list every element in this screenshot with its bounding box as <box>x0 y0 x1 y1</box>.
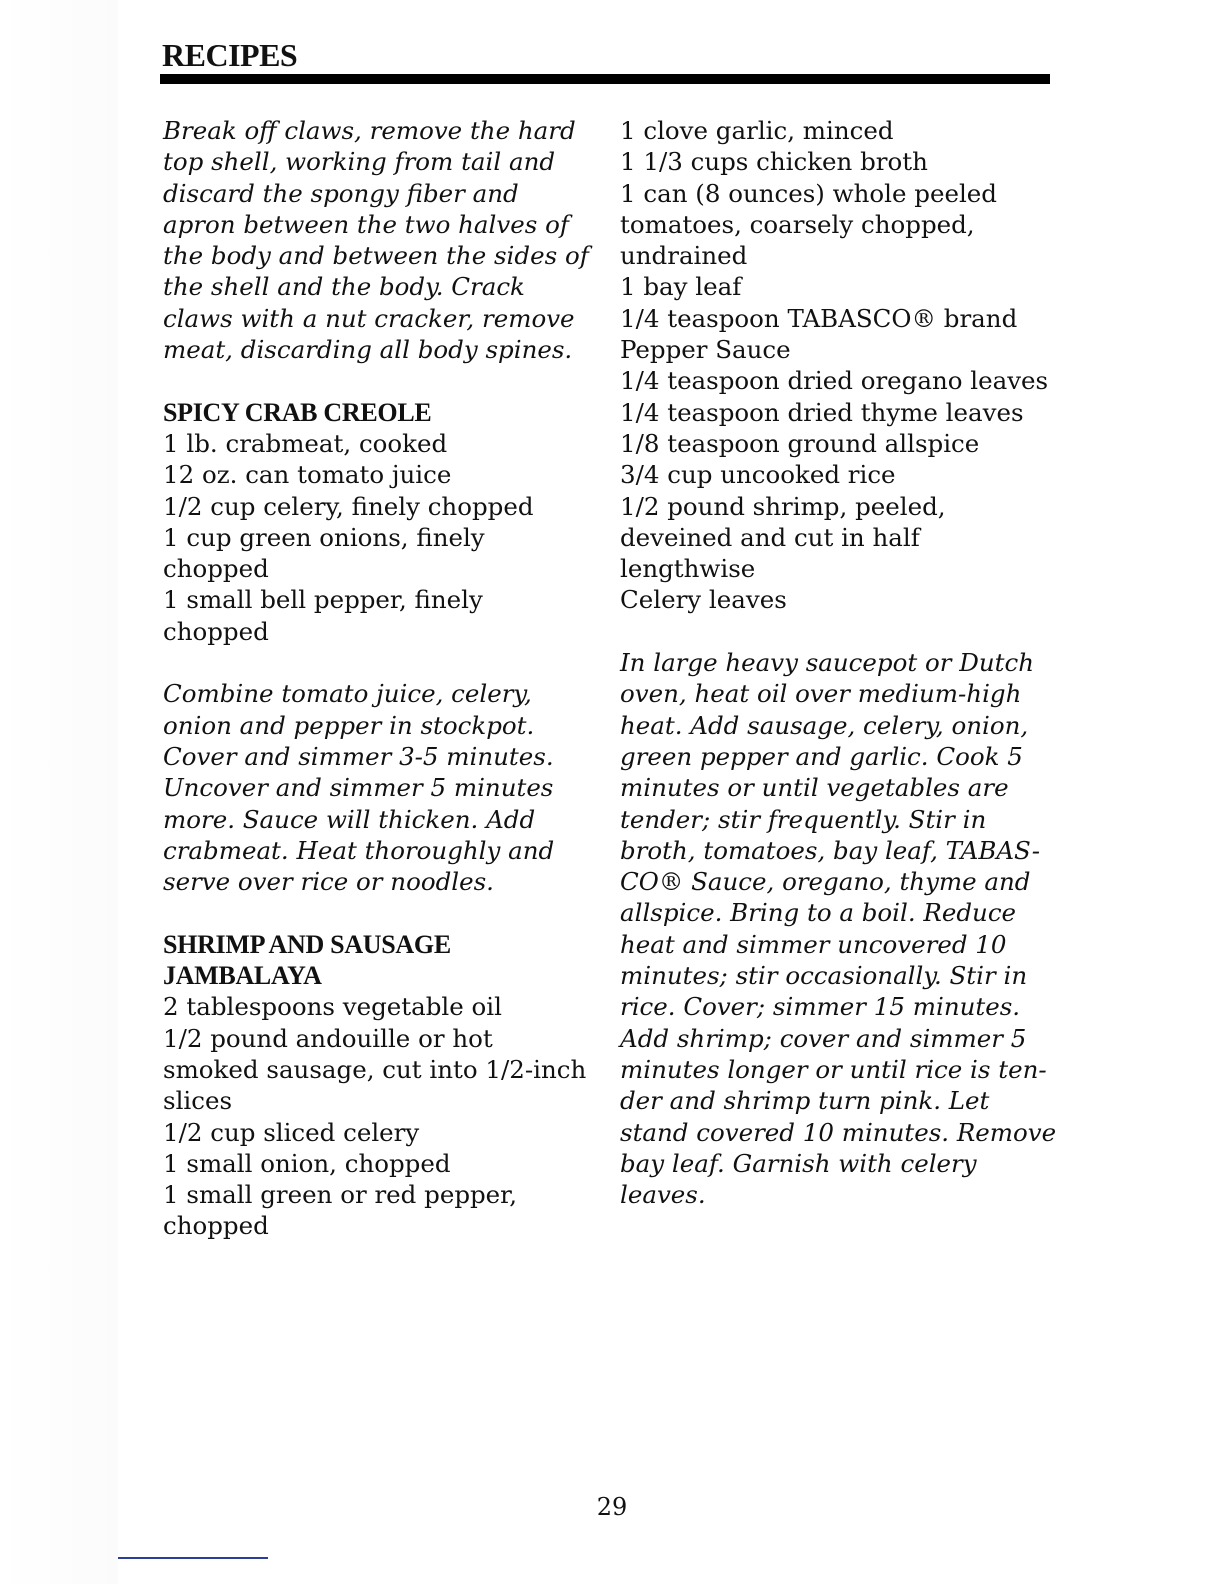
spacer <box>163 647 603 678</box>
spacer <box>163 897 603 928</box>
left-column <box>163 115 603 1242</box>
corner-mark <box>118 1557 268 1559</box>
section-title: RECIPES <box>162 37 298 73</box>
crab-prep-instructions: Break off claws, remove the hard top shell, working from tail and discard the spongy fiber and apron between the two halves of the body and between the sides of the shell and the body. Crack claws with a nut cracker, remove meat, discarding all body spines. <box>163 116 589 365</box>
spacer <box>163 365 603 396</box>
jambalaya-ingredients-part1: 2 tablespoons vegetable oil 1/2 pound andouille or hot smoked sausage, cut into 1/2-inch slices 1/2 cup sliced celery 1 small onion, chopped 1 small green or red pepper, chopped <box>163 992 587 1241</box>
page-margin-shade <box>0 0 118 1584</box>
jambalaya-instructions: In large heavy saucepot or Dutch oven, heat oil over medium-high heat. Add sausage, celery, onion, green pepper and garlic. Cook 5 minutes or until vegetables are tender; stir frequently. Stir in broth, tomatoes, bay leaf, TABAS- CO® Sauce, oregano, thyme and allspice. Bring to a boil. Reduce heat and simmer uncovered 10 minutes; stir occasionally. Stir in rice. Cover; simmer 15 minutes. Add shrimp; cover and simmer 5 minutes longer or until rice is ten- der and shrimp turn pink. Let stand covered 10 minutes. Remove bay leaf. Garnish with celery leaves. <box>620 648 1057 1210</box>
jambalaya-ingredients-part2: 1 clove garlic, minced 1 1/3 cups chicken broth 1 can (8 ounces) whole peeled tomatoes, coarsely chopped, undrained 1 bay leaf 1/4 teaspoon TABASCO® brand Pepper Sauce 1/4 teaspoon dried oregano leaves 1/4 teaspoon dried thyme leaves 1/8 teaspoon ground allspice 3/4 cup uncooked rice 1/2 pound shrimp, peeled, deveined and cut in half lengthwise Celery leaves <box>620 116 1049 615</box>
crab-creole-ingredients: 1 lb. crabmeat, cooked 12 oz. can tomato juice 1/2 cup celery, finely chopped 1 cup green onions, finely chopped 1 small bell pepper, finely chopped <box>163 428 534 646</box>
page-number: 29 <box>596 1493 628 1521</box>
right-column <box>620 115 1060 1210</box>
crab-creole-title: SPICY CRAB CREOLE <box>163 397 432 427</box>
spacer <box>620 616 1060 647</box>
crab-creole-instructions: Combine tomato juice, celery, onion and pepper in stockpot. Cover and simmer 3-5 minutes. Uncover and simmer 5 minutes more. Sauce will thicken. Add crabmeat. Heat thoroughly and serve over rice or noodles. <box>163 679 555 897</box>
jambalaya-title: SHRIMP AND SAUSAGE JAMBALAYA <box>163 929 451 991</box>
title-rule <box>160 74 1050 84</box>
